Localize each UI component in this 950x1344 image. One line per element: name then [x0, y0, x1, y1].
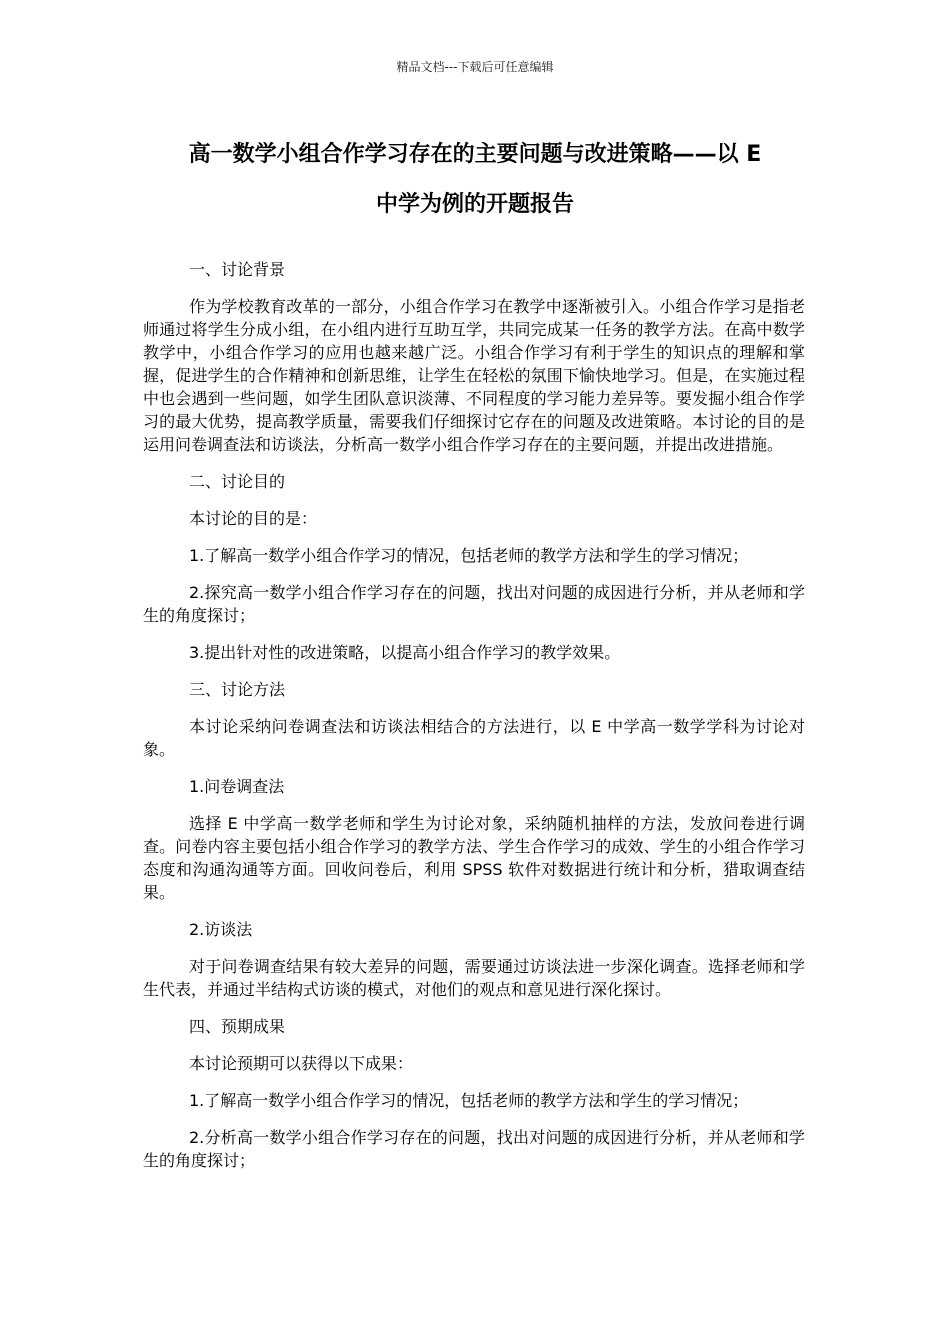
list-item-purpose-3: 3.提出针对性的改进策略，以提高小组合作学习的教学效果。	[189, 643, 621, 662]
section-heading-outcomes: 四、预期成果	[189, 1017, 286, 1036]
paragraph-interview: 对于问卷调查结果有较大差异的问题，需要通过访谈法进一步深化调查。选择老师和学生代表，并通过半结构式访谈的模式，对他们的观点和意见进行深化探讨。	[143, 957, 805, 999]
document-body	[143, 258, 805, 1186]
list-item-outcome-2: 2.分析高一数学小组合作学习存在的问题，找出对问题的成因进行分析，并从老师和学生的角度探讨；	[143, 1128, 805, 1170]
paragraph-outcomes-intro: 本讨论预期可以获得以下成果：	[189, 1054, 414, 1073]
paragraph-method-intro: 本讨论采纳问卷调查法和访谈法相结合的方法进行，以 E 中学高一数学学科为讨论对象。	[143, 717, 805, 759]
document-title-line-1: 高一数学小组合作学习存在的主要问题与改进策略——以 E	[188, 142, 762, 167]
subheading-interview: 2.访谈法	[189, 920, 253, 939]
section-heading-background: 一、讨论背景	[189, 260, 286, 279]
page-header: 精品文档---下载后可任意编辑	[396, 60, 554, 74]
subheading-questionnaire: 1.问卷调查法	[189, 777, 285, 796]
list-item-purpose-1: 1.了解高一数学小组合作学习的情况，包括老师的教学方法和学生的学习情况；	[189, 546, 749, 565]
document-title-line-2: 中学为例的开题报告	[375, 192, 574, 217]
paragraph-background: 作为学校教育改革的一部分，小组合作学习在教学中逐渐被引入。小组合作学习是指老师通过将学生分成小组，在小组内进行互助互学，共同完成某一任务的教学方法。在高中数学教学中，小组合作学习的应用也越来越广泛。小组合作学习有利于学生的知识点的理解和掌握，促进学生的合作精神和创新思维，让学生在轻松的氛围下愉快地学习。但是，在实施过程中也会遇到一些问题，如学生团队意识淡薄、不同程度的学习能力差异等。要发掘小组合作学习的最大优势，提高教学质量，需要我们仔细探讨它存在的问题及改进策略。本讨论的目的是运用问卷调查法和访谈法，分析高一数学小组合作学习存在的主要问题，并提出改进措施。	[143, 297, 805, 454]
section-heading-method: 三、讨论方法	[189, 680, 286, 699]
section-heading-purpose: 二、讨论目的	[189, 472, 286, 491]
paragraph-purpose-intro: 本讨论的目的是：	[189, 509, 318, 528]
list-item-purpose-2: 2.探究高一数学小组合作学习存在的问题，找出对问题的成因进行分析，并从老师和学生的角度探讨；	[143, 583, 805, 625]
paragraph-questionnaire: 选择 E 中学高一数学老师和学生为讨论对象，采纳随机抽样的方法，发放问卷进行调查。问卷内容主要包括小组合作学习的教学方法、学生合作学习的成效、学生的小组合作学习态度和沟通沟通等方面。回收问卷后，利用 SPSS 软件对数据进行统计和分析，猎取调查结果。	[143, 814, 805, 902]
list-item-outcome-1: 1.了解高一数学小组合作学习的情况，包括老师的教学方法和学生的学习情况；	[189, 1091, 749, 1110]
